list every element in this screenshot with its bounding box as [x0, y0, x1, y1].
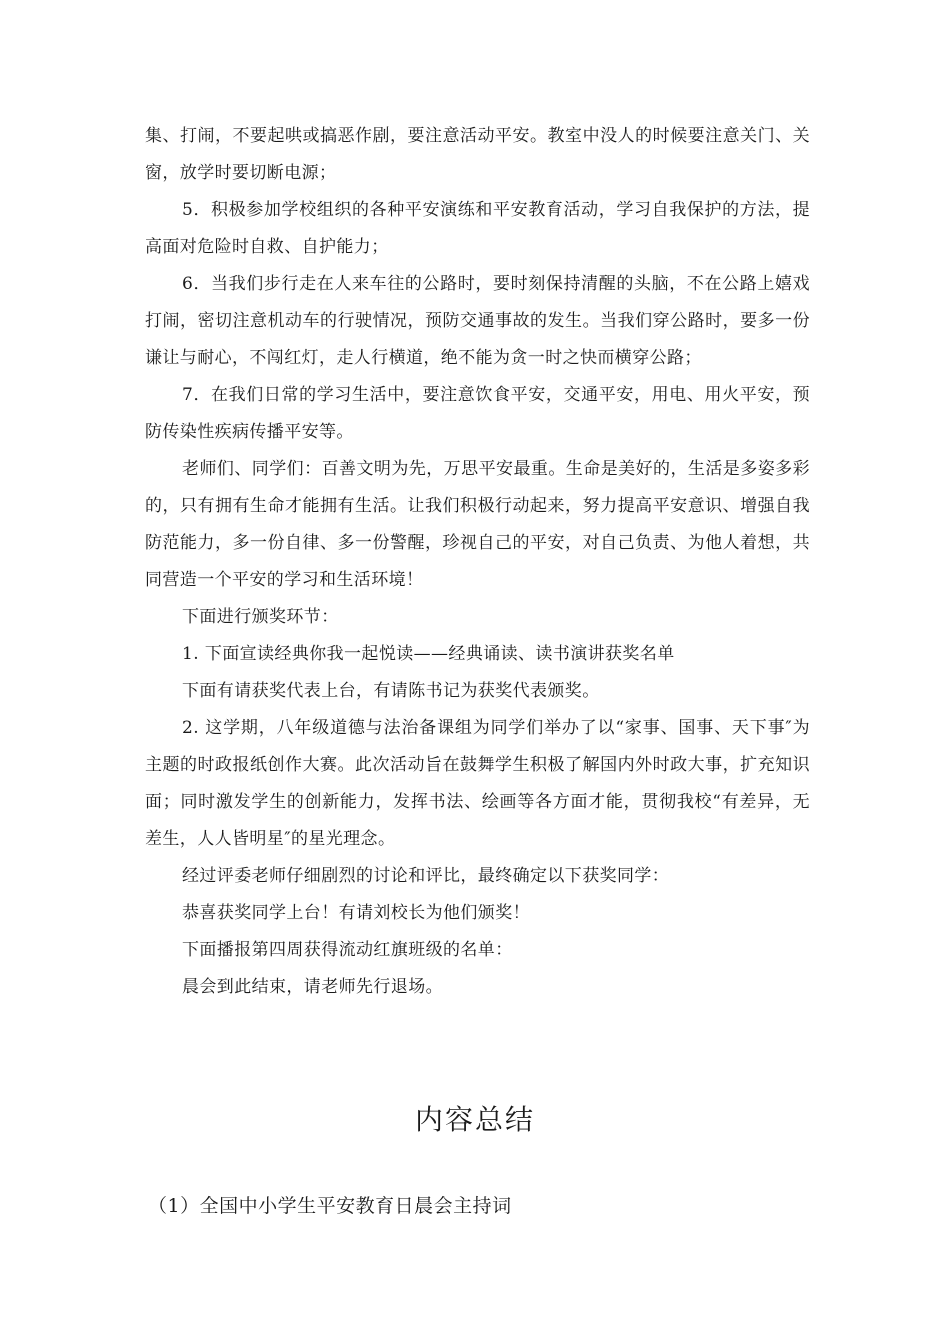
paragraph-award-intro: 下面进行颁奖环节：: [182, 607, 339, 627]
paragraph-congrats: 恭喜获奖同学上台！有请刘校长为他们颁奖！: [182, 903, 530, 923]
paragraph-award-1: 1. 下面宣读经典你我一起悦读——经典诵读、读书演讲获奖名单: [182, 644, 675, 664]
paragraph-judging: 经过评委老师仔细剧烈的讨论和评比，最终确定以下获奖同学：: [182, 866, 670, 886]
paragraph-item-5: 5．积极参加学校组织的各种平安演练和平安教育活动，学习自我保护的方法，提高面对危险时自救、自护能力；: [145, 200, 810, 257]
summary-item: （1）全国中小学生平安教育日晨会主持词: [148, 1195, 512, 1217]
summary-title: 内容总结: [414, 1103, 535, 1136]
document-body: [145, 118, 810, 1006]
paragraph-red-flag: 下面播报第四周获得流动红旗班级的名单：: [182, 940, 513, 960]
paragraph-item-6: 6．当我们步行走在人来车往的公路时，要时刻保持清醒的头脑，不在公路上嬉戏打闹，密切注意机动车的行驶情况，预防交通事故的发生。当我们穿公路时，要多一份谦让与耐心，不闯红灯，走人行横道，绝不能为贪一时之快而横穿公路；: [145, 274, 810, 368]
paragraph-award-2: 2. 这学期，八年级道德与法治备课组为同学们举办了以“家事、国事、天下事″为主题的时政报纸创作大赛。此次活动旨在鼓舞学生积极了解国内外时政大事，扩充知识面；同时激发学生的创新能力，发挥书法、绘画等各方面才能，贯彻我校“有差异，无差生，人人皆明星″的星光理念。: [145, 718, 810, 849]
paragraph-award-1-presenter: 下面有请获奖代表上台，有请陈书记为获奖代表颁奖。: [182, 681, 600, 701]
paragraph-closing: 晨会到此结束，请老师先行退场。: [182, 977, 443, 997]
paragraph-address: 老师们、同学们：百善文明为先，万思平安最重。生命是美好的，生活是多姿多彩的，只有拥有生命才能拥有生活。让我们积极行动起来，努力提高平安意识、增强自我防范能力，多一份自律、多一份警醒，珍视自己的平安，对自己负责、为他人着想，共同营造一个平安的学习和生活环境！: [145, 459, 810, 590]
paragraph-item-7: 7．在我们日常的学习生活中，要注意饮食平安，交通平安，用电、用火平安，预防传染性疾病传播平安等。: [145, 385, 810, 442]
paragraph-continuation: 集、打闹，不要起哄或搞恶作剧，要注意活动平安。教室中没人的时候要注意关门、关窗，放学时要切断电源；: [145, 126, 810, 183]
